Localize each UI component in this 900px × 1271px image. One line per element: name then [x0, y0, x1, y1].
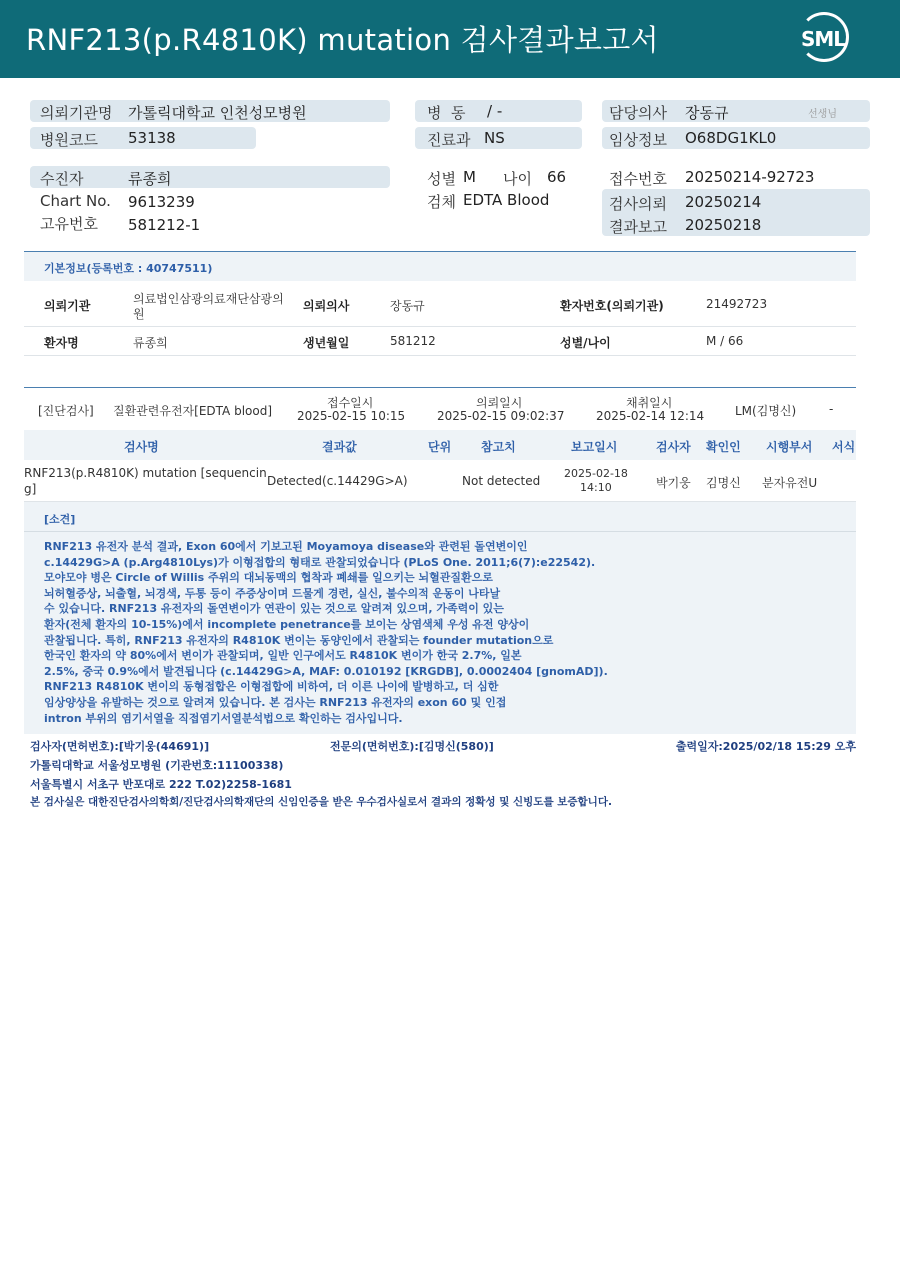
exam-lm: LM(김명신) — [735, 404, 797, 418]
report-value: 20250218 — [685, 216, 762, 234]
request-label: 검사의뢰 — [609, 195, 667, 213]
findings-divider — [24, 531, 856, 532]
receipt-value: 20250214-92723 — [685, 168, 815, 186]
age-label: 나이 — [503, 170, 532, 188]
basic-doctor-value: 장동규 — [390, 299, 425, 313]
findings-title: [소견] — [44, 513, 76, 526]
findings-line: RNF213 유전자 분석 결과, Exon 60에서 기보고된 Moyamoya disease와 관련된 돌연변이인 — [44, 540, 528, 553]
col-test-name: 검사명 — [124, 440, 159, 454]
exam-section-line — [24, 387, 856, 388]
sml-logo — [797, 12, 853, 68]
unique-value: 581212-1 — [128, 216, 201, 234]
col-result: 결과값 — [322, 440, 357, 454]
findings-line: 환자(전체 환자의 10-15%)에서 incomplete penetrance를 보이는 상염색체 우성 유전 양상이 — [44, 617, 530, 631]
basic-pid-value: 21492723 — [706, 297, 768, 311]
chart-value: 9613239 — [128, 193, 195, 211]
hospital-code-value: 53138 — [128, 129, 176, 147]
findings-text — [44, 539, 608, 726]
patient-field — [30, 166, 390, 188]
age-value: 66 — [547, 168, 567, 186]
sex-value: M — [463, 168, 476, 186]
row-test-name-2: g] — [24, 482, 37, 496]
row-result: Detected(c.14429G>A) — [267, 474, 408, 488]
basic-pid-label: 환자번호(의뢰기관) — [560, 299, 664, 313]
dept-value: NS — [484, 129, 505, 147]
col-confirmer: 확인인 — [706, 440, 741, 454]
doctor-value: 장동규 — [685, 104, 729, 122]
ward-label: 병 동 — [427, 104, 466, 122]
exam-collected-value: 2025-02-14 12:14 — [596, 409, 705, 423]
patient-value: 류종희 — [128, 170, 172, 188]
findings-line: 임상양상을 유발하는 것으로 알려져 있습니다. 본 검사는 RNF213 유전자의 exon 60 및 인접 — [44, 695, 507, 709]
col-dept: 시행부서 — [766, 440, 813, 454]
row-test-name-1: RNF213(p.R4810K) mutation [sequencin — [24, 466, 267, 480]
basic-doctor-label: 의뢰의사 — [303, 299, 350, 313]
report-header — [0, 0, 900, 78]
col-form: 서식 — [832, 440, 856, 454]
findings-line: c.14429G>A (p.Arg4810Lys)가 이형접합의 형태로 관찰되었습니다 (PLoS One. 2011;6(7):e22542). — [44, 555, 596, 569]
dept-label: 진료과 — [427, 131, 471, 149]
col-report-date: 보고일시 — [571, 440, 618, 454]
doctor-label: 담당의사 — [609, 104, 667, 122]
hospital-code-label: 병원코드 — [40, 131, 98, 149]
findings-line: 모야모야 병은 Circle of Willis 주위의 대뇌동맥의 협착과 폐쇄를 일으키는 뇌혈관질환으로 — [44, 571, 493, 585]
specimen-value: EDTA Blood — [463, 191, 550, 209]
footer-tester: 검사자(면허번호):[박기웅(44691)] — [30, 740, 210, 753]
basic-dob-label: 생년월일 — [303, 336, 350, 350]
row-tester: 박기웅 — [656, 476, 691, 490]
specimen-label: 검체 — [427, 193, 456, 211]
footer-address: 서울특별시 서초구 반포대로 222 T.02)2258-1681 — [30, 778, 292, 791]
findings-line: 수 있습니다. RNF213 유전자의 돌연변이가 연관이 있는 것으로 알려져 있으며, 가족력이 있는 — [44, 602, 504, 616]
findings-line: intron 부위의 염기서열을 직접염기서열분석법으로 확인하는 검사입니다. — [44, 711, 403, 725]
findings-line: 뇌허혈증상, 뇌출혈, 뇌경색, 두통 등이 주증상이며 드물게 경련, 실신, 불수의적 운동이 나타날 — [44, 586, 501, 600]
request-value: 20250214 — [685, 193, 762, 211]
basic-inst-line1: 의료법인삼광의료재단삼광의 — [133, 292, 284, 306]
institution-label: 의뢰기관명 — [40, 104, 113, 122]
footer-hospital: 가톨릭대학교 서울성모병원 (기관번호:11100338) — [30, 759, 284, 772]
findings-line: 한국인 환자의 약 80%에서 변이가 관찰되며, 일반 인구에서도 R4810K 변이가 한국 2.7%, 일본 — [44, 649, 522, 663]
col-reference: 참고치 — [481, 440, 516, 454]
footer-specialist: 전문의(면허번호):[김명신(580)] — [330, 740, 494, 753]
basic-inst-label: 의뢰기관 — [44, 299, 91, 313]
exam-received-value: 2025-02-15 10:15 — [297, 409, 406, 423]
col-unit: 단위 — [428, 440, 452, 454]
sex-label: 성별 — [427, 170, 456, 188]
basic-name-value: 류종희 — [133, 336, 168, 350]
footer-certification: 본 검사실은 대한진단검사의학회/진단검사의학재단의 신임인증을 받은 우수검사실로서 결과의 정확성 및 신빙도를 보증합니다. — [30, 796, 612, 808]
exam-test: 질환관련유전자[EDTA blood] — [113, 404, 273, 418]
basic-section-title: 기본정보(등록번호 : 40747511) — [44, 262, 213, 275]
basic-divider-2 — [24, 355, 856, 356]
col-tester: 검사자 — [656, 440, 691, 454]
report-label: 결과보고 — [609, 218, 667, 236]
chart-label: Chart No. — [40, 192, 111, 210]
row-date-2: 14:10 — [580, 481, 612, 494]
footer-printed: 출력일자:2025/02/18 15:29 오후 — [675, 740, 856, 753]
basic-dob-value: 581212 — [390, 334, 436, 348]
row-confirmer: 김명신 — [706, 476, 741, 490]
clinical-value: O68DG1KL0 — [685, 129, 777, 147]
basic-inst-line2: 원 — [133, 307, 145, 321]
ward-value: / - — [487, 102, 503, 120]
patient-label: 수진자 — [40, 170, 84, 188]
exam-collected-label: 채취일시 — [626, 396, 673, 410]
basic-sexage-label: 성별/나이 — [560, 336, 611, 350]
row-dept: 분자유전U — [762, 476, 818, 490]
report-title: RNF213(p.R4810K) mutation 검사결과보고서 — [26, 23, 659, 57]
clinical-label: 임상정보 — [609, 131, 667, 149]
row-date-1: 2025-02-18 — [564, 467, 628, 480]
exam-received-label: 접수일시 — [327, 396, 374, 410]
findings-line: 2.5%, 중국 0.9%에서 발견됩니다 (c.14429G>A, MAF: 0.010192 [KRGDB], 0.0002404 [gnomAD]). — [44, 664, 608, 678]
unique-label: 고유번호 — [40, 215, 98, 233]
basic-name-label: 환자명 — [44, 336, 79, 350]
exam-requested-value: 2025-02-15 09:02:37 — [437, 409, 565, 423]
basic-sexage-value: M / 66 — [706, 334, 744, 348]
basic-divider-1 — [24, 326, 856, 327]
row-reference: Not detected — [462, 474, 541, 488]
findings-line: RNF213 R4810K 변이의 동형접합은 이형접합에 비하여, 더 이른 나이에 발병하고, 더 심한 — [44, 680, 499, 694]
logo-text: SML — [801, 27, 846, 51]
receipt-label: 접수번호 — [609, 170, 667, 188]
exam-dash: - — [829, 402, 834, 416]
exam-requested-label: 의뢰일시 — [476, 396, 523, 410]
institution-value: 가톨릭대학교 인천성모병원 — [128, 104, 307, 122]
findings-line: 관찰됩니다. 특히, RNF213 유전자의 R4810K 변이는 동양인에서 관찰되는 founder mutation으로 — [44, 633, 554, 647]
exam-category: [진단검사] — [38, 404, 94, 418]
doctor-suffix: 선생님 — [808, 109, 837, 120]
